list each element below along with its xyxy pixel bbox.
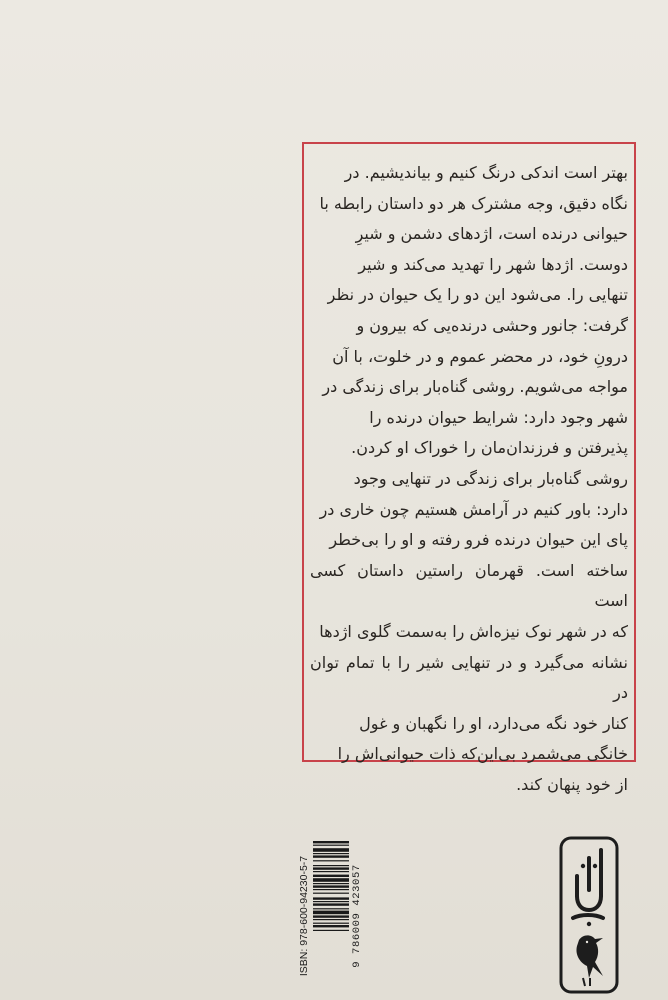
barcode-bar: [313, 903, 349, 905]
blurb-line: دارد: باور کنیم در آرامش هستیم چون خاری در: [319, 499, 628, 519]
blurb-line: حیوانی درنده است، اژدهای دشمن و شیرِ: [355, 224, 628, 244]
barcode-bar: [313, 878, 349, 882]
logo-wordmark: [573, 850, 603, 918]
blurb-line: نگاه دقیق، وجه مشترک هر دو داستان رابطه با: [319, 193, 628, 213]
barcode-bar: [313, 883, 349, 884]
blurb-line: نشانه می‌گیرد و در تنهایی شیر را با تمام توان در: [310, 652, 628, 703]
barcode-bar: [313, 848, 349, 852]
barcode-digit-text: 9 786009 423057: [351, 864, 363, 968]
blurb-line: پای این حیوان درنده فرو رفته و او را بی‌خطر: [329, 530, 628, 550]
barcode-bar: [313, 865, 349, 866]
isbn-label: [297, 835, 311, 997]
barcode-bar: [313, 845, 349, 846]
blurb-line: دوست. اژدها شهر را تهدید می‌کند و شیر: [358, 254, 628, 274]
blurb-line: کنار خود نگه می‌دارد، او را نگهبان و غول: [359, 713, 628, 733]
barcode-bar: [313, 911, 349, 915]
barcode-bar: [313, 885, 349, 887]
blurb-line: درونِ خود، در محضر عموم و در خلوت، با آن: [332, 346, 628, 366]
barcode-bar: [313, 923, 349, 924]
blurb-line: پذیرفتن و فرزندان‌مان را خوراک او کردن.: [351, 438, 628, 458]
blurb-line: مواجه می‌شویم. روشی گناه‌بار برای زندگی در: [322, 377, 628, 397]
barcode-bar: [313, 875, 349, 877]
blurb-line: گرفت: جانور وحشی درنده‌یی که بیرون و: [356, 315, 628, 335]
barcode-bar: [313, 860, 349, 861]
barcode-digits: [349, 835, 365, 997]
barcode-bar: [313, 841, 349, 843]
barcode-bar: [313, 925, 349, 927]
barcode-bar: [313, 930, 349, 931]
barcode-bar: [313, 919, 349, 920]
barcode-bar: [313, 893, 349, 894]
barcode-bar: [313, 915, 349, 917]
blurb-line: شهر وجود دارد: شرایط حیوان درنده را: [369, 407, 628, 427]
barcode-bar: [313, 871, 349, 872]
blurb-line: بهتر است اندکی درنگ کنیم و بیاندیشیم. در: [344, 163, 628, 182]
blurb-line: خانگی می‌شمرد بی‌این‌که ذات حیوانی‌اش را: [337, 744, 628, 764]
barcode-bar: [313, 897, 349, 899]
barcode-bar: [313, 855, 349, 857]
isbn-number: ISBN: 978-600-94230-5-7: [298, 855, 310, 977]
blurb-line: تنهایی را. می‌شود این دو را یک حیوان در نظر: [327, 285, 628, 305]
blurb-text: [310, 158, 628, 800]
barcode-bar: [313, 867, 349, 869]
blurb-line: که در شهر نوک نیزه‌اش را به‌سمت گلوی اژدها: [319, 621, 628, 641]
publisher-logo: [559, 836, 619, 994]
barcode-bar: [313, 901, 349, 902]
barcode-bars: [313, 841, 349, 991]
crow-icon: [576, 935, 603, 986]
blurb-line: روشی گناه‌بار برای زندگی در تنهایی وجود: [353, 468, 628, 488]
barcode-bar: [313, 889, 349, 890]
barcode-bar: [313, 853, 349, 854]
isbn-barcode: [296, 835, 366, 997]
blurb-line: ساخته است. قهرمان راستین داستان کسی است: [310, 560, 628, 611]
blurb-line: از خود پنهان کند.: [516, 774, 628, 794]
barcode-bar: [313, 908, 349, 909]
